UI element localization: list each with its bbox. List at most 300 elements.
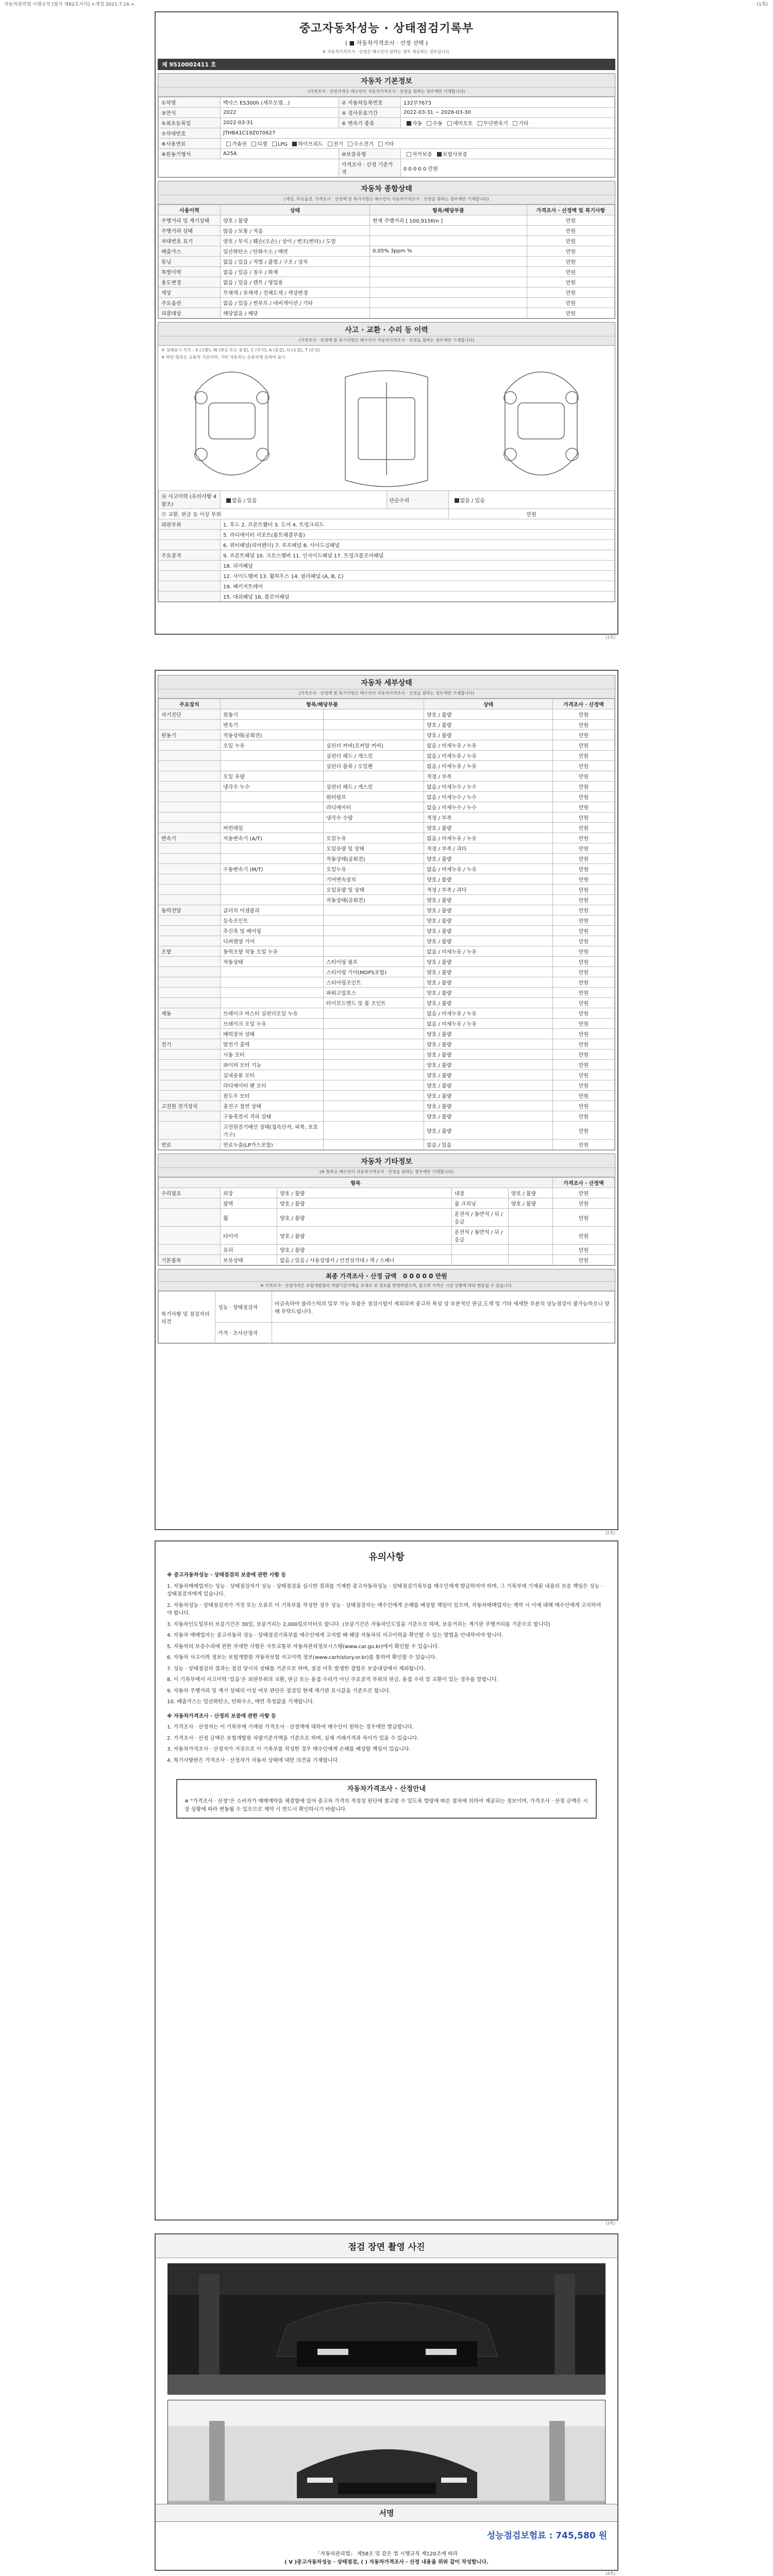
detail-group: 연료 <box>159 1140 221 1150</box>
summary-col-3: 가격조사 · 산정액 및 특기사항 <box>527 205 615 215</box>
detail-row <box>159 1008 615 1019</box>
detail-group <box>159 720 221 730</box>
detail-price: 만원 <box>553 1080 615 1091</box>
accident-legend: ※ 상태표시 부호 : X (교환), W (판금 또는 용접), C (부식), A (흠집), U (요철), T (손상) <box>161 348 321 352</box>
checkbox-icon <box>407 121 411 126</box>
frame-row-a2: 18. 리어패널 <box>221 561 615 571</box>
detail-row <box>159 730 615 740</box>
detail-price: 만원 <box>553 926 615 936</box>
other-item-2: 운전석 / 동반석 / 뒤 / 응급 <box>451 1227 508 1245</box>
detail-price: 만원 <box>553 740 615 751</box>
detail-part <box>324 916 424 926</box>
detail-state: 양호 / 불량 <box>424 926 553 936</box>
summary-row-price: 만원 <box>527 298 615 308</box>
detail-price: 만원 <box>553 998 615 1008</box>
checkbox-icon <box>251 142 256 146</box>
summary-row-state: 양호 / 부식 / 훼손(오손) / 상이 / 변조(변타) / 도말 <box>221 236 370 246</box>
detail-col-2: 상태 <box>424 699 553 709</box>
detail-item: 작동상태 <box>221 957 324 967</box>
detail-group <box>159 1080 221 1091</box>
other-state-2 <box>508 1245 552 1255</box>
detail-price: 만원 <box>553 1111 615 1122</box>
detail-item <box>221 998 324 1008</box>
warranty-label: ⑩보증유형 <box>339 149 400 159</box>
detail-price: 만원 <box>553 905 615 916</box>
summary-row-label: 주행거리 상태 <box>159 226 221 236</box>
detail-state: 양호 / 불량 <box>424 967 553 977</box>
price-guide-text: ※ "가격조사 · 산정"은 소비자가 매매계약을 체결함에 있어 중고차 가격의 적정성 판단에 참고할 수 있도록 법령에 따른 절차에 의하여 제공되는 정보이며, 가격조사 · 산정 금액은 시장 상황에 따라 변동될 수 있으므로 계약 시 반드시 확인하시기 바랍니다. <box>184 1799 588 1812</box>
detail-price: 만원 <box>553 720 615 730</box>
detail-row <box>159 740 615 751</box>
detail-price: 만원 <box>553 988 615 998</box>
detail-state: 양호 / 불량 <box>424 905 553 916</box>
detail-group <box>159 988 221 998</box>
detail-part <box>324 1101 424 1111</box>
detail-part: 작동상태(공회전) <box>324 854 424 864</box>
other-item-2: 내장 <box>451 1188 508 1198</box>
detail-group: 전기 <box>159 1039 221 1049</box>
final-note: ※ 가격조사 · 산정가격은 보험개발원의 차량기준가액을 토대로 위 정보를 반영하였으며, 중고차 가격은 시장 상황에 따라 변동될 수 있습니다. <box>158 1282 615 1291</box>
final-section <box>158 1269 615 1344</box>
frame-row-a: 9. 프론트패널 10. 크로스멤버 11. 인사이드패널 17. 트렁크플로어패널 <box>221 550 615 561</box>
basic-info-table <box>158 97 615 177</box>
other-state: 양호 / 불량 <box>277 1209 452 1227</box>
other-price: 만원 <box>553 1255 615 1265</box>
car-name-value: 벡사스 ES300h (세부모델...) <box>221 97 339 108</box>
detail-group <box>159 977 221 988</box>
detail-price: 만원 <box>553 792 615 802</box>
checkbox-icon <box>407 152 411 157</box>
other-section <box>158 1154 615 1266</box>
summary-row-price: 만원 <box>527 267 615 277</box>
summary-row-state: 많음 / 보통 / 적음 <box>221 226 370 236</box>
vin-label: ⑦차대번호 <box>159 128 221 139</box>
detail-col-1: 항목/해당부품 <box>221 699 424 709</box>
other-state: 양호 / 불량 <box>277 1198 452 1209</box>
form-header <box>0 0 773 7</box>
other-price: 만원 <box>553 1198 615 1209</box>
fuel-options <box>221 139 615 149</box>
detail-group <box>159 874 221 885</box>
detail-price: 만원 <box>553 1101 615 1111</box>
detail-part: 실린더 헤드 / 개스킷 <box>324 782 424 792</box>
detail-group <box>159 895 221 905</box>
other-group: 기본품목 <box>159 1255 221 1265</box>
detail-row <box>159 1091 615 1101</box>
car-body-diagram <box>160 362 613 490</box>
detail-item: 수동변속기 (M/T) <box>221 864 324 874</box>
detail-row <box>159 1122 615 1140</box>
detail-state: 없음 / 미세누유 / 누유 <box>424 833 553 843</box>
summary-row-detail: 현재 주행거리 [ 100,915Km ] <box>370 215 527 226</box>
other-state-2 <box>508 1227 552 1245</box>
detail-item <box>221 751 324 761</box>
other-state: 양호 / 불량 <box>277 1245 452 1255</box>
detail-state: 양호 / 불량 <box>424 720 553 730</box>
detail-state: 양호 / 불량 <box>424 1122 553 1140</box>
notes-sub-1: ※ 중고자동차성능 · 상태점검의 보증에 관한 사항 등 <box>167 1572 287 1578</box>
detail-group <box>159 864 221 874</box>
detail-group <box>159 802 221 812</box>
detail-row <box>159 1070 615 1080</box>
signature-line-1: 「자동차관리법」 제58조 및 같은 법 시행규칙 제120조에 따라 <box>315 2551 458 2557</box>
detail-state: 양호 / 불량 <box>424 936 553 946</box>
detail-row <box>159 792 615 802</box>
page-mark-1: (1쪽) <box>605 635 615 640</box>
detail-price: 만원 <box>553 1029 615 1039</box>
accident-price: 만원 <box>448 509 615 519</box>
detail-part <box>324 926 424 936</box>
detail-state: 양호 / 불량 <box>424 977 553 988</box>
checkbox-icon <box>427 121 431 126</box>
price-label: 가격조사 · 산정 기준가격 <box>339 159 400 177</box>
detail-item <box>221 895 324 905</box>
detail-state: 없음 / 미세누수 / 누수 <box>424 802 553 812</box>
other-item-2: 운전석 / 동반석 / 뒤 / 응급 <box>451 1209 508 1227</box>
detail-part <box>324 1070 424 1080</box>
detail-item <box>221 843 324 854</box>
detail-item <box>221 812 324 823</box>
detail-price: 만원 <box>553 874 615 885</box>
other-group <box>159 1245 221 1255</box>
insurance-fee-label: 성능점검보험료 : <box>486 2531 553 2541</box>
detail-part: 스티어링 기어(MDPS포함) <box>324 967 424 977</box>
summary-row-label: 리콜대상 <box>159 308 221 318</box>
detail-row <box>159 709 615 720</box>
detail-price: 만원 <box>553 1039 615 1049</box>
notes-item-2: 2. 가격조사 · 산정 금액은 보험개발원 차량기준가액을 기준으로 하며, 실제 거래가격과 차이가 있을 수 있습니다. <box>167 1735 419 1741</box>
notes-item: 8. 이 기록부에서 사고이력 ‘있음’은 외판부위의 교환, 판금 또는 용접 수리가 아닌 주요골격 부위의 판금, 용접 수리 및 교환이 있는 경우를 말합니다. <box>167 1677 498 1683</box>
summary-row-detail <box>370 298 527 308</box>
detail-part <box>324 936 424 946</box>
summary-row-detail <box>370 267 527 277</box>
frame-row-b2: 19. 패키지트레이 <box>221 581 615 591</box>
accident-history-value <box>221 491 387 509</box>
other-group <box>159 1198 221 1209</box>
other-row <box>159 1188 615 1198</box>
detail-group: 자기진단 <box>159 709 221 720</box>
accident-history-label: ⑯ 사고이력 (유의사항 4 참조) <box>159 491 221 509</box>
document-number: 제 9510002411 호 <box>158 59 615 70</box>
notes-item: 4. 자동차 매매업자는 중고자동차 성능 · 상태점검기록부를 매수인에게 고지할 때 해당 자동차의 사고이력을 확인할 수 있는 방법을 안내하여야 합니다. <box>167 1633 503 1638</box>
detail-group <box>159 782 221 792</box>
summary-row-detail <box>370 257 527 267</box>
summary-row <box>159 236 615 246</box>
checkbox-icon <box>226 142 231 146</box>
accident-section <box>158 322 615 602</box>
detail-group <box>159 926 221 936</box>
checkbox-icon <box>328 142 332 146</box>
summary-section <box>158 181 615 319</box>
detail-price: 만원 <box>553 936 615 946</box>
other-price: 만원 <box>553 1188 615 1198</box>
summary-row-label: 주행거리 및 계기상태 <box>159 215 221 226</box>
checkbox-icon <box>292 142 297 146</box>
first-reg-value: 2022-03-31 <box>221 118 339 128</box>
year-value: 2022 <box>221 108 339 118</box>
fuel-option: 수소전기 <box>354 142 374 147</box>
price-guide-box <box>176 1779 597 1819</box>
other-price: 만원 <box>553 1227 615 1245</box>
detail-row <box>159 833 615 843</box>
detail-price: 만원 <box>553 751 615 761</box>
detail-group <box>159 771 221 782</box>
detail-row <box>159 988 615 998</box>
notes-item: 1. 자동차매매업자는 성능 · 상태점검자가 성능 · 상태점검을 실시한 결과를 기재한 중고자동차성능 · 상태점검기록부를 매수인에게 발급하여야 하며, 그 기록부에 기재된 내용의 보증 책임은 성능 · 상태점검자에게 있습니다. <box>167 1583 603 1597</box>
inspect-value: 2022-03-31 ~ 2026-03-30 <box>400 108 614 118</box>
summary-heading: 자동차 종합상태 <box>158 181 615 195</box>
detail-part <box>324 1060 424 1070</box>
detail-price: 만원 <box>553 864 615 874</box>
detail-price: 만원 <box>553 730 615 740</box>
detail-item: 디퍼렌셜 기어 <box>221 936 324 946</box>
detail-state: 없음 / 미세누수 / 누수 <box>424 782 553 792</box>
basic-info-heading: 자동차 기본정보 <box>158 74 615 88</box>
detail-group <box>159 885 221 895</box>
summary-row-price: 만원 <box>527 246 615 257</box>
simple-repair-value <box>448 491 615 509</box>
rank-note: ⑰ 교환, 판금 등 이상 부위 <box>159 509 449 519</box>
detail-price: 만원 <box>553 782 615 792</box>
outer-panel-row-1b: 5. 라디에이터 서포트(볼트체결부품) <box>221 530 615 540</box>
summary-row <box>159 287 615 298</box>
summary-row <box>159 246 615 257</box>
vin-value: JTHBA1C19Z070627 <box>221 128 615 139</box>
detail-row <box>159 967 615 977</box>
detail-state: 양호 / 불량 <box>424 1060 553 1070</box>
checkbox-icon <box>513 121 517 126</box>
document-subnote: ※ 자동차가격조사 · 산정은 매수인이 원하는 경우 제공하는 정보입니다. <box>322 49 451 54</box>
detail-state: 양호 / 불량 <box>424 823 553 833</box>
notes-sub-2: ※ 자동차가격조사 · 산정의 보증에 관한 사항 등 <box>167 1713 276 1719</box>
detail-group <box>159 1019 221 1029</box>
detail-item <box>221 802 324 812</box>
detail-row <box>159 895 615 905</box>
summary-table <box>158 205 615 318</box>
summary-row-label: 튜닝 <box>159 257 221 267</box>
other-table <box>158 1177 615 1265</box>
engine-value: A25A <box>221 149 339 159</box>
form-header-right: (1쪽) <box>757 2 768 7</box>
detail-price: 만원 <box>553 1008 615 1019</box>
detail-state: 없음 / 미세누유 / 누유 <box>424 1019 553 1029</box>
detail-item <box>221 988 324 998</box>
detail-row <box>159 1111 615 1122</box>
summary-row-label: 주요옵션 <box>159 298 221 308</box>
detail-part: 실린더 커버(로커암 커버) <box>324 740 424 751</box>
detail-state: 양호 / 불량 <box>424 730 553 740</box>
car-name-label: ①차명 <box>159 97 221 108</box>
summary-row-price: 만원 <box>527 215 615 226</box>
detail-item: 브레이크 오일 누유 <box>221 1019 324 1029</box>
other-state-2: 양호 / 불량 <box>508 1198 552 1209</box>
detail-state: 적정 / 부족 <box>424 812 553 823</box>
detail-part: 워터펌프 <box>324 792 424 802</box>
detail-price: 만원 <box>553 1091 615 1101</box>
photos-heading: 점검 장면 촬영 사진 <box>156 2234 617 2258</box>
detail-item: 오일 누유 <box>221 740 324 751</box>
detail-row <box>159 1039 615 1049</box>
other-item: 타이어 <box>221 1227 277 1245</box>
summary-row-price: 만원 <box>527 257 615 267</box>
detail-state: 양호 / 불량 <box>424 1091 553 1101</box>
detail-item: 충전구 절연 상태 <box>221 1101 324 1111</box>
other-state: 없음 / 있음 / 사용설명서 / 안전삼각대 / 잭 / 스패너 <box>277 1255 452 1265</box>
detail-group <box>159 740 221 751</box>
other-group: 수리필요 <box>159 1188 221 1198</box>
detail-state: 없음 / 미세누유 / 누유 <box>424 946 553 957</box>
checkbox-icon <box>447 121 452 126</box>
detail-part <box>324 1029 424 1039</box>
car-front-photo-icon <box>168 2400 606 2518</box>
summary-row <box>159 277 615 287</box>
detail-state: 적정 / 부족 <box>424 771 553 782</box>
basic-info-note: (가격조사 · 산정가격은 매수인이 자동차가격조사 · 산정을 원하는 경우에만 기재합니다) <box>158 88 615 97</box>
detail-price: 만원 <box>553 1060 615 1070</box>
accident-heading: 사고 · 교환 · 수리 등 이력 <box>158 323 615 336</box>
other-heading: 자동차 기타정보 <box>158 1154 615 1168</box>
other-col-1: 항목 <box>159 1178 553 1188</box>
summary-row-state: 일산화탄소 / 탄화수소 / 매연 <box>221 246 370 257</box>
checkbox-icon <box>272 142 277 146</box>
detail-part: 파워고압호스 <box>324 988 424 998</box>
summary-row-detail <box>370 287 527 298</box>
other-item: 보유상태 <box>221 1255 277 1265</box>
detail-group <box>159 1060 221 1070</box>
simple-repair-label: 단순수리 <box>386 491 448 509</box>
detail-note: (가격조사 · 산정액 및 특기사항은 매수인이 자동차가격조사 · 산정을 원하는 경우에만 기재합니다) <box>158 689 615 699</box>
detail-state: 양호 / 불량 <box>424 895 553 905</box>
detail-price: 만원 <box>553 833 615 843</box>
summary-row <box>159 267 615 277</box>
detail-item: 라디에이터 팬 모터 <box>221 1080 324 1091</box>
detail-price: 만원 <box>553 771 615 782</box>
checkbox-icon <box>348 142 352 146</box>
notes-item-2: 3. 자동차가격조사 · 산정자가 거짓으로 이 기록부를 작성한 경우 매수인에게 손해를 배상할 책임이 있습니다. <box>167 1747 411 1752</box>
detail-part <box>324 709 424 720</box>
detail-group <box>159 843 221 854</box>
detail-item: 시동 모터 <box>221 1049 324 1060</box>
insurance-fee-value: 745,580 원 <box>556 2531 607 2541</box>
notes-item: 3. 자동차인도일부터 보증기간은 30일, 보증거리는 2,000킬로미터로 합니다. (보증기간은 자동차인도일을 기준으로 하며, 보증거리는 계기판 주행거리를 기준으로 합니다) <box>167 1621 550 1628</box>
detail-price: 만원 <box>553 946 615 957</box>
checkbox-icon <box>226 498 231 503</box>
detail-row <box>159 1049 615 1060</box>
detail-table <box>158 699 615 1150</box>
summary-row-detail <box>370 226 527 236</box>
detail-row <box>159 1060 615 1070</box>
detail-part: 오일유량 및 상태 <box>324 885 424 895</box>
detail-price: 만원 <box>553 1049 615 1060</box>
outer-panel-row-1: 1. 후드 2. 프론트휀더 3. 도어 4. 트렁크리드 <box>221 519 615 530</box>
detail-state: 양호 / 불량 <box>424 1049 553 1060</box>
detail-price: 만원 <box>553 1070 615 1080</box>
notes-item: 6. 자동차 사고이력 정보는 보험개발원 자동차보험 사고이력 정보(www.carhistory.or.kr)를 통하여 확인할 수 있습니다. <box>167 1655 437 1660</box>
other-state-2 <box>508 1255 552 1265</box>
other-row <box>159 1255 615 1265</box>
fuel-label: ⑧사용연료 <box>159 139 221 149</box>
detail-part: 스티어링 펌프 <box>324 957 424 967</box>
detail-price: 만원 <box>553 802 615 812</box>
accident-legend-2: ※ 하단 항목은 승용차 기준이며, 기타 자동차는 승용차에 준하여 표시 <box>161 355 285 360</box>
other-row <box>159 1227 615 1245</box>
price-value: 0 0 0 0 0 만원 <box>400 159 614 177</box>
detail-group <box>159 1091 221 1101</box>
detail-price: 만원 <box>553 761 615 771</box>
detail-part <box>324 1111 424 1122</box>
other-group <box>159 1227 221 1245</box>
detail-part <box>324 1039 424 1049</box>
summary-row <box>159 226 615 236</box>
detail-group <box>159 1070 221 1080</box>
detail-item: 등속조인트 <box>221 916 324 926</box>
signature-statement <box>156 2547 617 2570</box>
reg-no-value: 132부7673 <box>400 97 614 108</box>
detail-part <box>324 720 424 730</box>
checkbox-icon <box>478 121 482 126</box>
detail-row <box>159 1019 615 1029</box>
detail-item: 발전기 출력 <box>221 1039 324 1049</box>
detail-state: 양호 / 불량 <box>424 709 553 720</box>
notes-item: 7. 성능 · 상태점검의 결과는 점검 당시의 상태를 기준으로 하며, 점검 이후 발생한 결함은 보증대상에서 제외됩니다. <box>167 1666 426 1672</box>
detail-row <box>159 926 615 936</box>
detail-group <box>159 916 221 926</box>
detail-price: 만원 <box>553 916 615 926</box>
summary-row <box>159 215 615 226</box>
detail-state: 없음 / 미세누유 / 누유 <box>424 751 553 761</box>
detail-item: 와이퍼 모터 기능 <box>221 1060 324 1070</box>
detail-price: 만원 <box>553 1122 615 1140</box>
detail-group <box>159 1122 221 1140</box>
other-group <box>159 1209 221 1227</box>
other-item: 광택 <box>221 1198 277 1209</box>
detail-item: 구동축전지 격리 상태 <box>221 1111 324 1122</box>
detail-group <box>159 936 221 946</box>
outer-panel-row-2: 6. 쿼터패널(리어펜더) 7. 루프패널 8. 사이드실패널 <box>221 540 615 550</box>
detail-heading: 자동차 세부상태 <box>158 675 615 689</box>
detail-group <box>159 967 221 977</box>
detail-row <box>159 885 615 895</box>
detail-row <box>159 998 615 1008</box>
detail-group: 제동 <box>159 1008 221 1019</box>
summary-row-state: 없음 / 있음 / 침수 / 화재 <box>221 267 370 277</box>
detail-state: 없음 / 미세누수 / 누수 <box>424 792 553 802</box>
final-amount: 0 0 0 0 0 만원 <box>402 1273 447 1280</box>
detail-item <box>221 792 324 802</box>
detail-state: 양호 / 불량 <box>424 1111 553 1122</box>
detail-price: 만원 <box>553 812 615 823</box>
other-item: 외장 <box>221 1188 277 1198</box>
detail-part: 오일누유 <box>324 864 424 874</box>
detail-state: 양호 / 불량 <box>424 1039 553 1049</box>
detail-item: 오일 유량 <box>221 771 324 782</box>
detail-part: 작동상태(공회전) <box>324 895 424 905</box>
summary-row-price: 만원 <box>527 287 615 298</box>
frame-label: 주요골격 <box>159 550 221 561</box>
detail-row <box>159 802 615 812</box>
signature-heading: 서명 <box>156 2504 617 2522</box>
insurance-fee-row <box>156 2522 617 2547</box>
detail-part <box>324 946 424 957</box>
detail-price: 만원 <box>553 957 615 967</box>
gear-options <box>400 118 614 128</box>
special-table <box>158 1291 615 1343</box>
detail-state: 양호 / 불량 <box>424 998 553 1008</box>
detail-part <box>324 823 424 833</box>
special-sub-2: 가격 · 조사산정자 <box>215 1323 272 1343</box>
summary-row-label: 용도변경 <box>159 277 221 287</box>
detail-row <box>159 905 615 916</box>
